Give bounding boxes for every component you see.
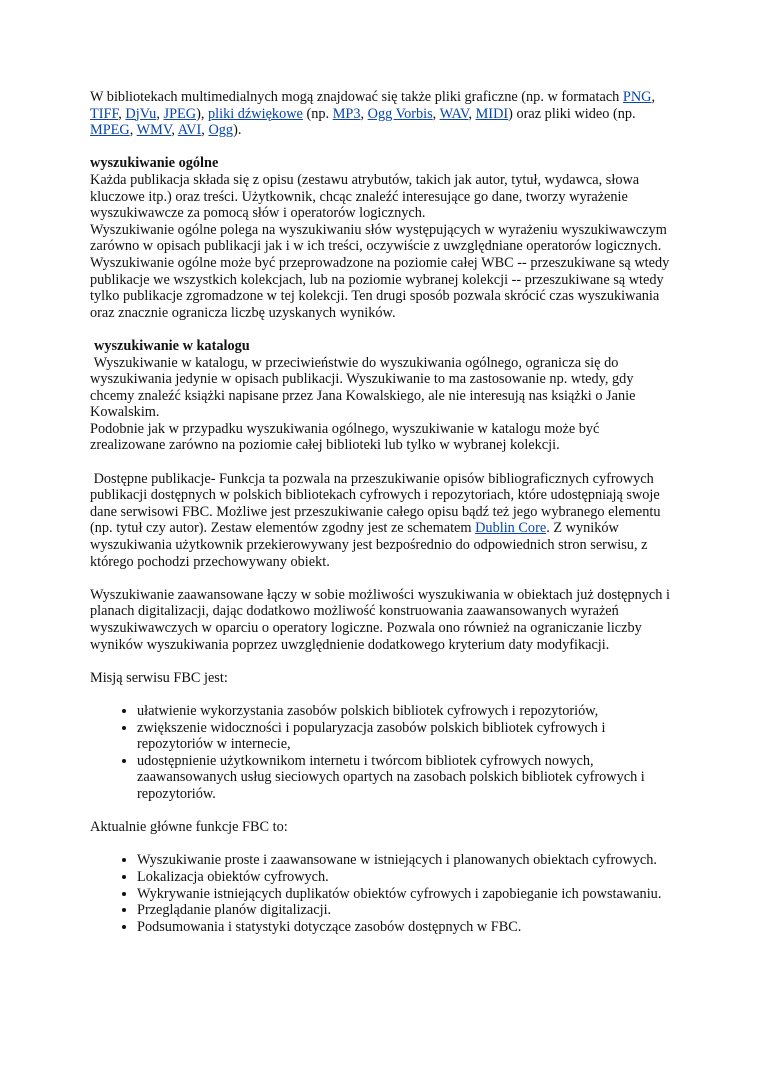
general-search-heading: wyszukiwanie ogólne (90, 155, 219, 172)
link-audio-files[interactable]: pliki dźwiękowe (208, 105, 303, 122)
intro-paragraph: W bibliotekach multimedialnych mogą znajdować się także pliki graficzne (np. w formatach PNG, TIFF, DjVu, JPEG), pliki dźwiękowe (np. MP3, Ogg Vorbis, WAV, MIDI) oraz pliki wideo (np. MPEG, WMV, AVI, Ogg). (90, 89, 656, 139)
list-item: • Przeglądanie planów digitalizacji. (137, 902, 674, 919)
list-item: • udostępnienie użytkownikom internetu i twórcom bibliotek cyfrowych nowych, zaawansowanych usług sieciowych opartych na zasobach polskich bibliotek cyfrowych i repozytoriów. (137, 753, 674, 803)
link-midi[interactable]: MIDI (475, 105, 509, 122)
general-search-paragraph-3: Wyszukiwanie ogólne może być przeprowadzone na poziomie całej WBC -- przeszukiwane są wtedy publikacje we wszystkich kolekcjach, lub na poziomie wybranej kolekcji -- przeszukiwane są wtedy tylko publikacje zgromadzone w tej kolekcji. Ten drugi sposób pozwala skrócić czas wyszukiwania oraz znacznie ogranicza liczbę uzyskanych wyników. (90, 254, 670, 321)
link-djvu[interactable]: DjVu (125, 105, 157, 122)
catalog-search-paragraph-2: Podobnie jak w przypadku wyszukiwania ogólnego, wyszukiwanie w katalogu może być zrealizowane zarówno na poziomie całej biblioteki lub tylko w wybranej kolekcji. (90, 420, 600, 454)
mission-intro: Misją serwisu FBC jest: (90, 669, 228, 686)
document-page (90, 89, 674, 935)
list-item: • ułatwienie wykorzystania zasobów polskich bibliotek cyfrowych i repozytoriów, (137, 703, 674, 720)
mission-list (90, 703, 674, 803)
link-jpeg[interactable]: JPEG (163, 105, 197, 122)
general-search-paragraph-2: Wyszukiwanie ogólne polega na wyszukiwaniu słów występujących w wyrażeniu wyszukiwawczym zarówno w opisach publikacji jak i w ich treści, oczywiście z uwzględniane operatorów logicznych. (90, 221, 667, 255)
link-wav[interactable]: WAV (439, 105, 469, 122)
link-mp3[interactable]: MP3 (332, 105, 361, 122)
list-item: • Lokalizacja obiektów cyfrowych. (137, 869, 674, 886)
link-dublin-core[interactable]: Dublin Core (475, 520, 547, 537)
functions-intro: Aktualnie główne funkcje FBC to: (90, 819, 288, 836)
link-mpeg[interactable]: MPEG (90, 122, 130, 139)
catalog-search-paragraph-1: Wyszukiwanie w katalogu, w przeciwieństwie do wyszukiwania ogólnego, ogranicza się do wyszukiwania jedynie w opisach publikacji. Wyszukiwanie to ma zastosowanie np. wtedy, gdy chcemy znaleźć książki napisane przez Jana Kowalskiego, ale nie interesują nas książki o Janie Kowalskim. (90, 354, 640, 421)
link-ogg[interactable]: Ogg (208, 122, 234, 139)
link-wmv[interactable]: WMV (136, 122, 172, 139)
link-avi[interactable]: AVI (177, 122, 202, 139)
list-item: • zwiększenie widoczności i popularyzacja zasobów polskich bibliotek cyfrowych i repozytoriów w internecie, (137, 720, 674, 753)
general-search-paragraph-1: Każda publikacja składa się z opisu (zestawu atrybutów, takich jak autor, tytuł, wydawca, słowa kluczowe itp.) oraz treści. Użytkownik, chcąc znaleźć interesujące go dane, tworzy wyrażenie wyszukiwawcze za pomocą słów i operatorów logicznych. (90, 171, 640, 222)
list-item: • Wyszukiwanie proste i zaawansowane w istniejących i planowanych obiektach cyfrowych. (137, 852, 674, 869)
list-item: • Wykrywanie istniejących duplikatów obiektów cyfrowych i zapobieganie ich powstawaniu. (137, 886, 674, 903)
link-png[interactable]: PNG (622, 89, 652, 105)
link-tiff[interactable]: TIFF (90, 105, 119, 122)
catalog-search-heading: wyszukiwanie w katalogu (94, 337, 250, 354)
functions-list (90, 852, 674, 935)
advanced-search-paragraph: Wyszukiwanie zaawansowane łączy w sobie możliwości wyszukiwania w obiektach już dostępnych i planach digitalizacji, dając dodatkowo możliwość konstruowania zaawansowanych wyrażeń wyszukiwawczych w oparciu o operatory logiczne. Pozwala ono również na ograniczanie liczby wyników wyszukiwania poprzez uwzględnienie dodatkowego kryterium daty modyfikacji. (90, 586, 670, 653)
list-item: • Podsumowania i statystyki dotyczące zasobów dostępnych w FBC. (137, 919, 674, 936)
available-publications-paragraph: Dostępne publikacje- Funkcja ta pozwala na przeszukiwanie opisów bibliograficznych cyfrowych publikacji dostępnych w polskich bibliotekach cyfrowych i repozytoriach, które udostępniają swoje dane serwisowi FBC. Możliwe jest przeszukiwanie całego opisu bądź też jego wybranego elementu (np. tytuł czy autor). Zestaw elementów zgodny jest ze schematem Dublin Core. Z wyników wyszukiwania użytkownik przekierowywany jest bezpośrednio do odpowiednich stron serwisu, z którego pochodzi przechowywany obiekt. (90, 470, 665, 570)
link-ogg-vorbis[interactable]: Ogg Vorbis (367, 105, 433, 122)
